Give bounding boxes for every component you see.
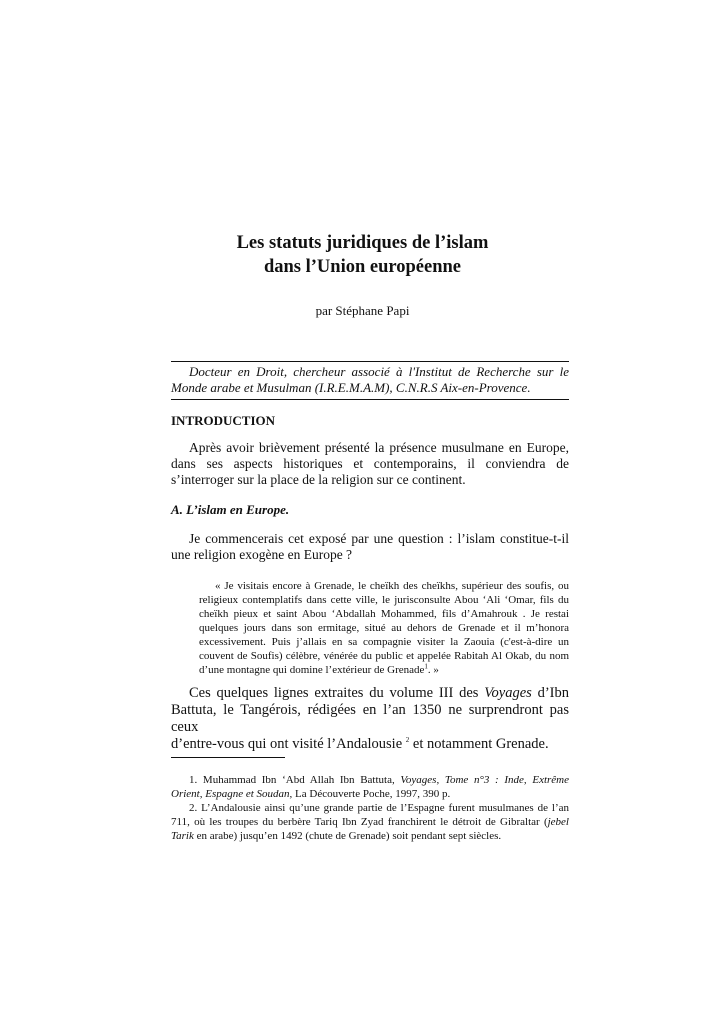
- paragraph-2-line-2: une religion exogène en Europe ?: [171, 547, 353, 562]
- quote-line-7: [199, 663, 569, 677]
- footnote-2-line-2-a: 711, où les troupes du berbère Tariq Ibn Zyad franchirent le détroit de Gibraltar (: [171, 816, 548, 828]
- intro-line-1: Après avoir brièvement présenté la présence musulmane en Europe,: [189, 440, 569, 455]
- intro-line-2: dans ses aspects historiques et contemporains, il conviendra de: [171, 456, 569, 471]
- subheading: A. L’islam en Europe.: [171, 502, 290, 517]
- title-line-1: Les statuts juridiques de l’islam: [236, 233, 489, 253]
- quote-line-1: « Je visitais encore à Grenade, le cheïkh des cheïkhs, supérieur des soufis, ou: [215, 580, 569, 592]
- footnote-2-line-3-b: en arabe) jusqu’en 1492 (chute de Grenade) soit pendant sept siècles.: [193, 830, 502, 842]
- author-byline: par Stéphane Papi: [315, 303, 410, 318]
- footnote-2-line-2: [171, 815, 569, 829]
- footnote-1-line-2-b: La Découverte Poche, 1997, 390 p.: [292, 788, 451, 800]
- footnote-1-line-2: [171, 787, 569, 801]
- footnote-1-line-2-italic: Orient, Espagne et Soudan,: [171, 788, 293, 800]
- paragraph-3: [171, 685, 569, 753]
- paragraph-3-line-1-a: Ces quelques lignes extraites du volume III des: [189, 685, 485, 701]
- footnote-2-line-3-italic: Tarik: [171, 830, 194, 842]
- footnote-divider: [171, 757, 285, 758]
- quote-line-7-text: d’une montagne qui domine l’extérieur de Grenade: [199, 664, 425, 676]
- quote-line-2: religieux contemplatifs dans cette ville, le jurisconsulte Abou ‘Ali ‘Omar, fils du: [199, 594, 569, 606]
- affiliation-line-1: Docteur en Droit, chercheur associé à l'Institut de Recherche sur le: [189, 364, 569, 379]
- paragraph-2-line-1: Je commencerais cet exposé par une question : l’islam constitue-t-il: [189, 531, 569, 546]
- footnote-2-line-1: 2. L’Andalousie ainsi qu’une grande partie de l’Espagne furent musulmanes de l’an: [189, 802, 569, 814]
- section-heading: INTRODUCTION: [171, 413, 276, 428]
- intro-paragraph: [171, 440, 569, 488]
- quote-line-4: quelques jours dans son ermitage, situé au dehors de Grenade et il m’honora: [199, 622, 569, 634]
- author-affiliation: [171, 361, 569, 400]
- footnote-ref-1[interactable]: 1: [424, 662, 428, 671]
- footnote-1-line-1-a: 1. Muhammad Ibn ‘Abd Allah Ibn Battuta,: [189, 774, 401, 786]
- footnotes: [171, 773, 569, 843]
- quote-line-3: cheïkh pieux et saint Abou ‘Abdallah Mohammed, fils d’Amahrouk . Je restai: [199, 608, 569, 620]
- quote-line-5: excessivement. Puis j’allais en sa compagnie visiter la Zaouia (c'est-à-dire un: [199, 636, 569, 648]
- quote-line-6: couvent de Soufis) célèbre, vénérée du public et appelée Rabitah Al Okab, du nom: [199, 650, 569, 662]
- footnote-1-line-1-italic: Voyages, Tome n°3 : Inde, Extrême: [400, 774, 569, 786]
- block-quote: [199, 579, 569, 677]
- footnote-2-line-3: [171, 829, 569, 843]
- paragraph-3-line-3-b: et notamment Grenade.: [409, 736, 549, 752]
- footnote-ref-2[interactable]: 2: [405, 736, 410, 745]
- intro-line-3: s’interroger sur la place de la religion sur ce continent.: [171, 472, 466, 487]
- affiliation-line-2: Monde arabe et Musulman (I.R.E.M.A.M), C.N.R.S Aix-en-Provence.: [171, 380, 531, 395]
- paragraph-3-line-1: [171, 685, 569, 702]
- paragraph-3-line-3-a: d’entre-vous qui ont visité l’Andalousie: [171, 736, 406, 752]
- quote-line-7-end: . »: [427, 664, 439, 676]
- title-line-2: dans l’Union européenne: [263, 257, 462, 277]
- paragraph-3-line-1-b: d’Ibn: [531, 685, 569, 701]
- footnote-2-line-2-italic: jebel: [547, 816, 569, 828]
- footnote-1-line-1: [171, 773, 569, 787]
- paragraph-3-line-3: [171, 736, 569, 753]
- paragraph-3-book-title: Voyages: [484, 685, 532, 701]
- paragraph-2: [171, 531, 569, 563]
- paragraph-3-line-2: Battuta, le Tangérois, rédigées en l’an 1350 ne surprendront pas ceux: [171, 702, 569, 735]
